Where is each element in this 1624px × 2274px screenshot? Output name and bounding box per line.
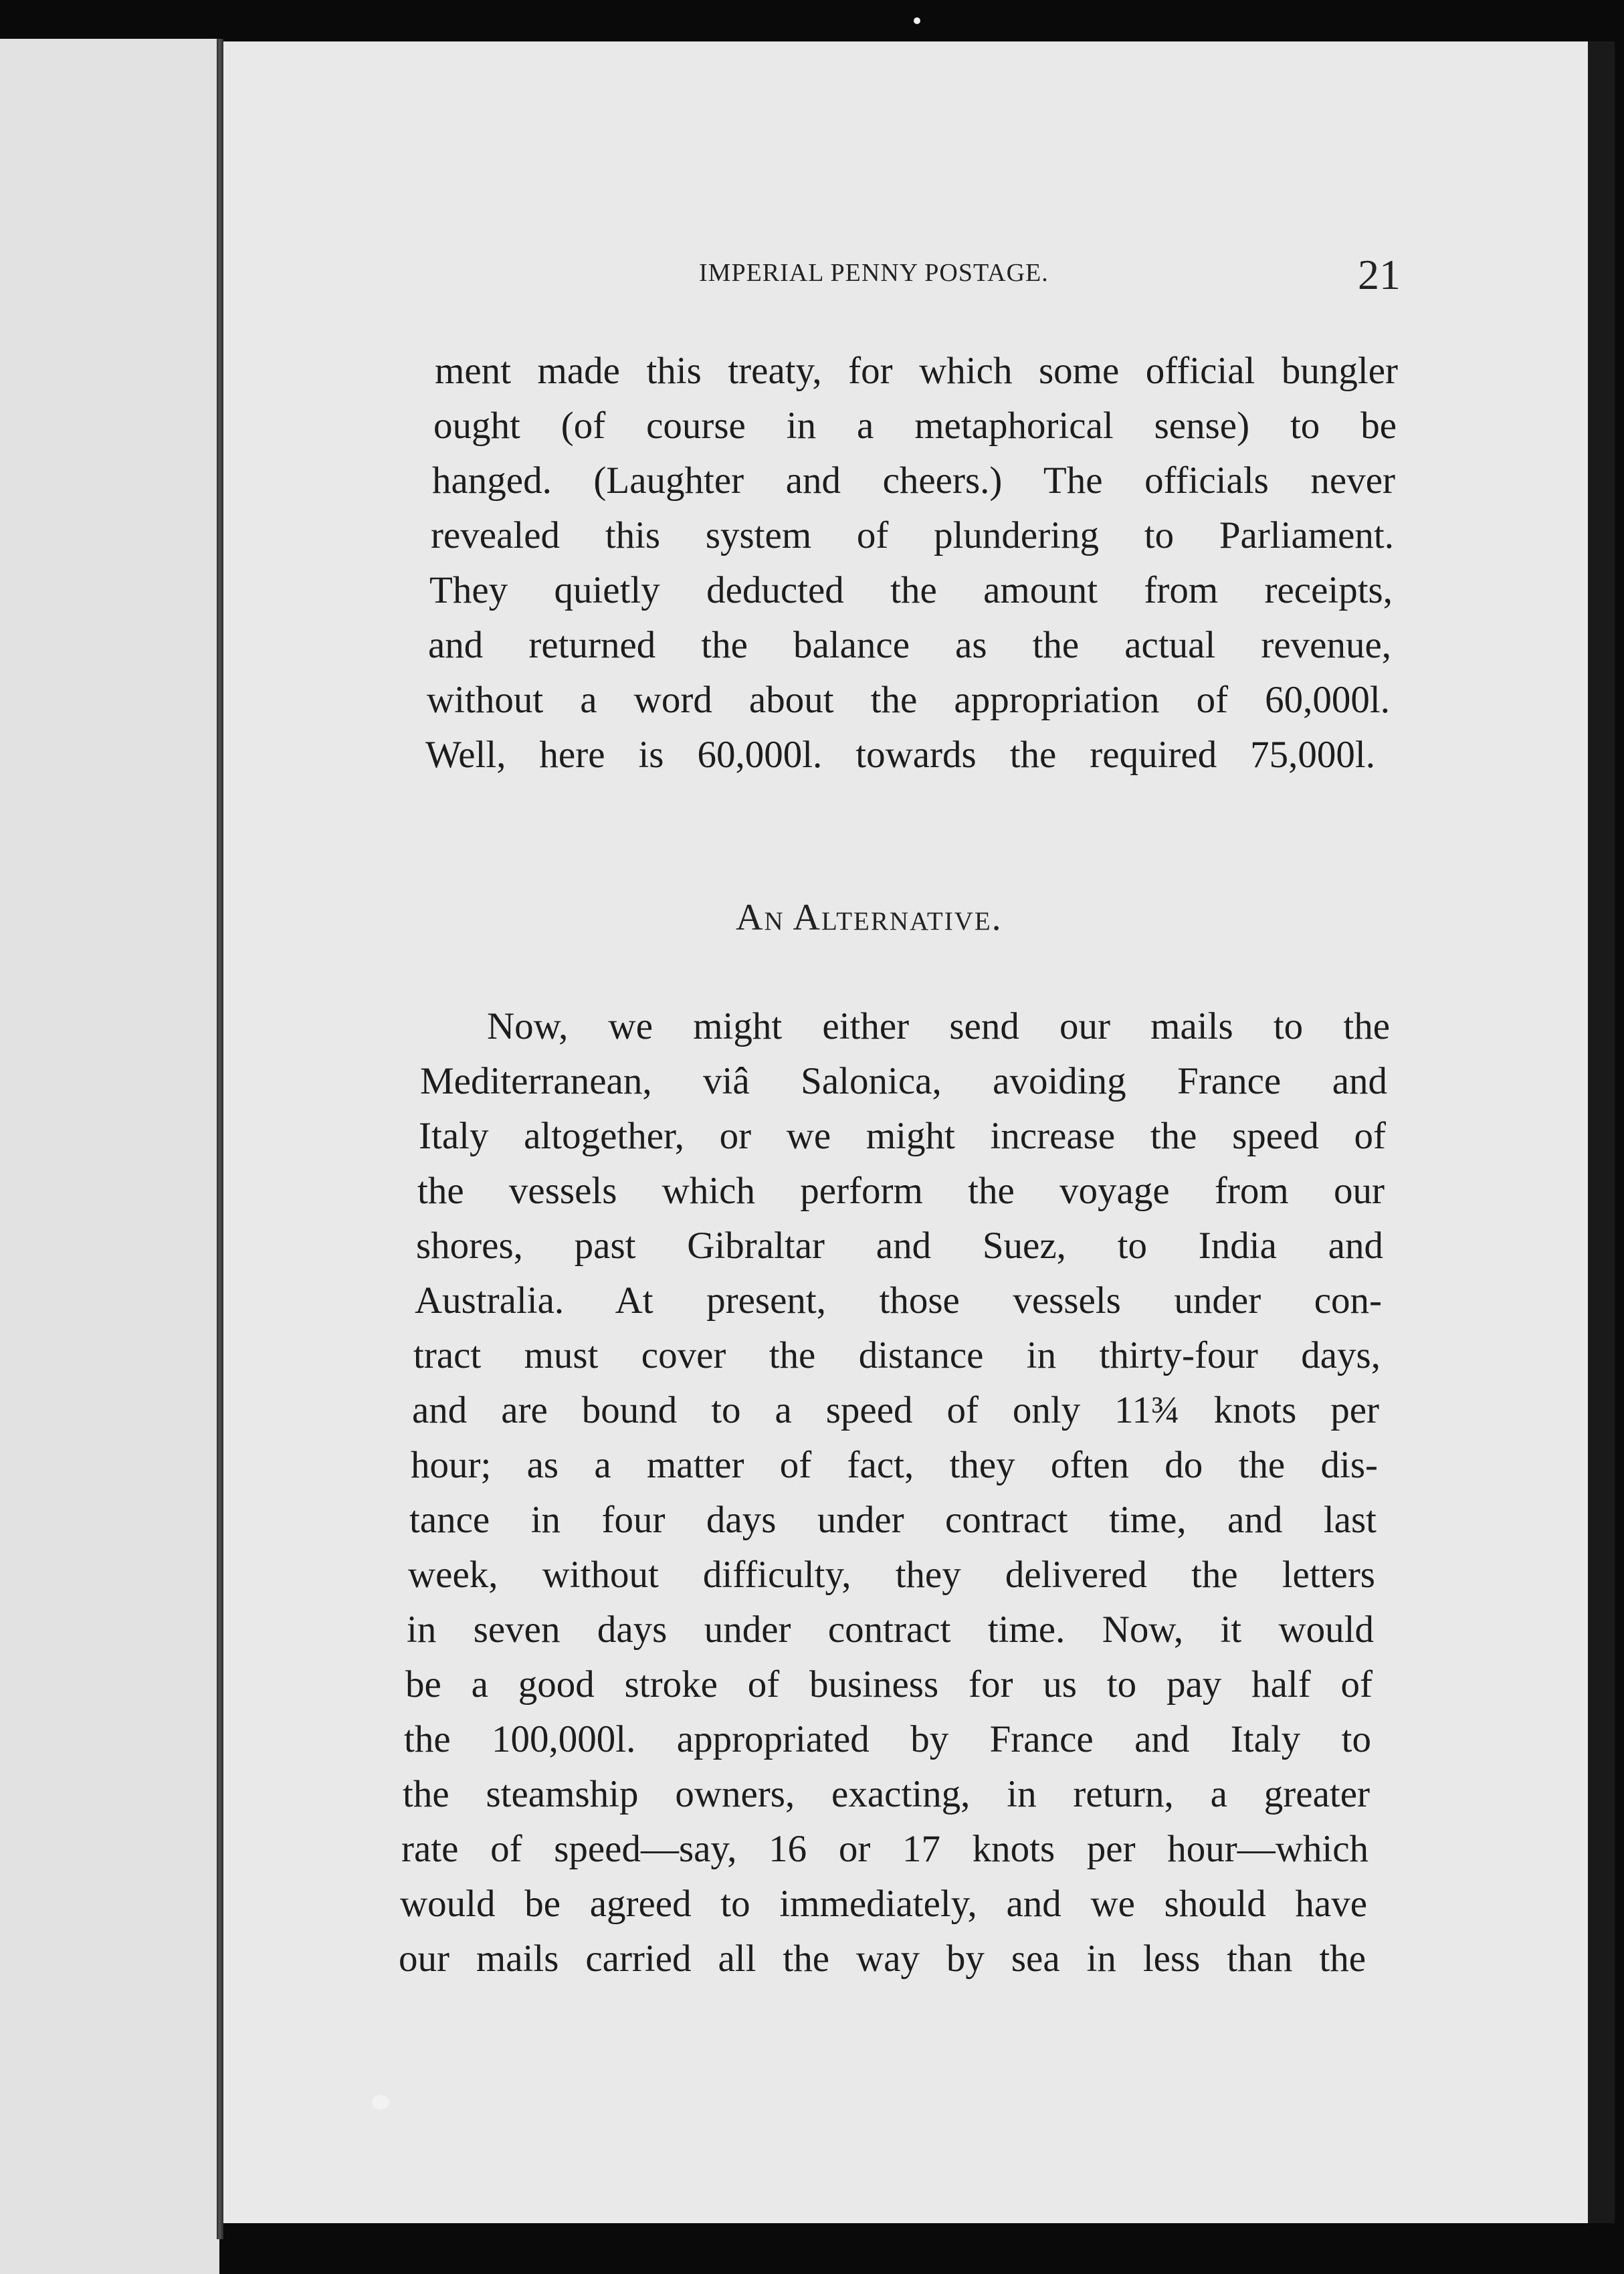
section-heading: An Alternative.: [736, 897, 1003, 938]
text-line: Well, here is 60,000l. towards the required 75,000l.: [425, 734, 1375, 776]
binding-gutter: [217, 39, 223, 2239]
text-line: the vessels which perform the voyage from our: [417, 1170, 1385, 1212]
text-line: be a good stroke of business for us to pay half of: [405, 1663, 1373, 1706]
text-line: in seven days under contract time. Now, it would: [407, 1609, 1374, 1651]
text-line: tract must cover the distance in thirty-four days,: [413, 1334, 1381, 1376]
text-line: would be agreed to immediately, and we should have: [400, 1883, 1367, 1925]
page-edge-shadow: [1588, 41, 1615, 2223]
text-line: Mediterranean, viâ Salonica, avoiding France and: [420, 1060, 1387, 1102]
text-line: tance in four days under contract time, and last: [409, 1499, 1377, 1541]
dust-speck: [914, 17, 920, 24]
text-line: Now, we might either send our mails to the: [487, 1005, 1390, 1047]
dust-speck: [372, 2095, 389, 2109]
text-line: the 100,000l. appropriated by France and Italy to: [404, 1718, 1371, 1760]
text-line: without a word about the appropriation of 60,000l.: [427, 679, 1390, 721]
text-line: and are bound to a speed of only 11¾ knots per: [412, 1389, 1379, 1431]
text-line: and returned the balance as the actual revenue,: [428, 624, 1391, 666]
text-line: Italy altogether, or we might increase the speed of: [419, 1115, 1386, 1157]
text-line: Australia. At present, those vessels under con-: [415, 1279, 1382, 1322]
running-head-title: IMPERIAL PENNY POSTAGE.: [699, 259, 1049, 287]
text-line: They quietly deducted the amount from receipts,: [429, 569, 1393, 611]
text-line: hour; as a matter of fact, they often do the dis-: [411, 1444, 1378, 1486]
text-line: the steamship owners, exacting, in return, a greater: [403, 1773, 1370, 1815]
text-line: revealed this system of plundering to Parliament.: [431, 514, 1394, 556]
text-line: our mails carried all the way by sea in less than the: [399, 1938, 1366, 1980]
text-line: hanged. (Laughter and cheers.) The officials never: [432, 459, 1395, 502]
text-line: rate of speed—say, 16 or 17 knots per hour—which: [401, 1828, 1368, 1870]
facing-page-edge: [0, 39, 219, 2274]
text-line: ought (of course in a metaphorical sense) to be: [433, 405, 1397, 447]
page-number: 21: [1358, 251, 1401, 298]
text-line: ment made this treaty, for which some official bungler: [435, 350, 1398, 392]
text-line: week, without difficulty, they delivered the letters: [408, 1554, 1375, 1596]
text-line: shores, past Gibraltar and Suez, to India and: [416, 1225, 1383, 1267]
